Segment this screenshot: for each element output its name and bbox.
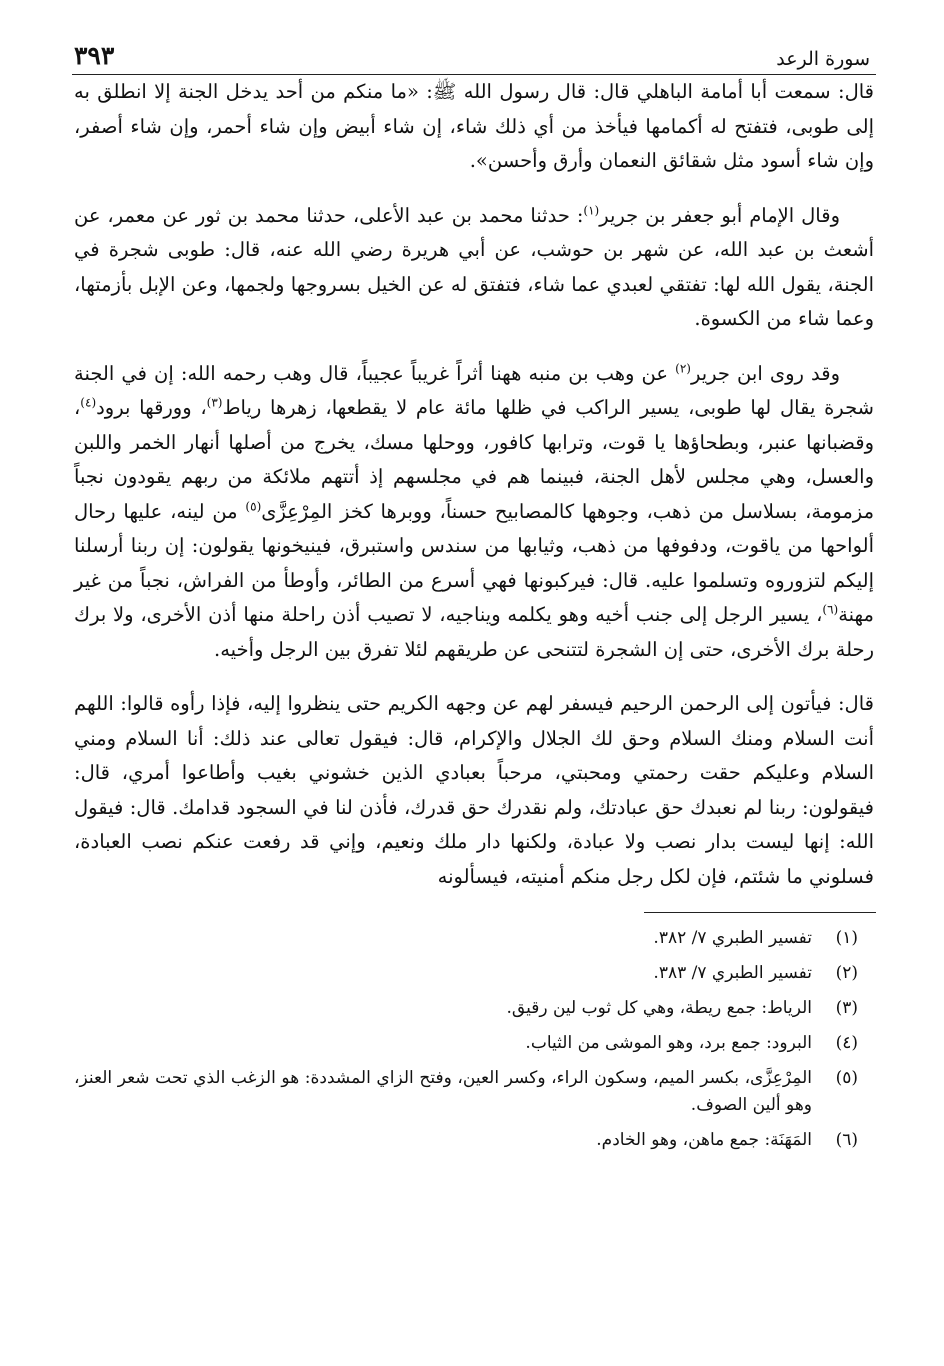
text-run: وقد روى ابن جرير xyxy=(690,361,841,385)
footnote-item xyxy=(74,925,858,952)
text-run: قال: فيأتون إلى الرحمن الرحيم فيسفر لهم عن وجهه الكريم حتى ينظروا إليه، فإذا رأوه قالوا: اللهم أنت السلام ومنك السلام وحق لك الجلال والإكرام، قال: فيقول تعالى عند ذلك: أنا السلام ومني السلام وعليكم حقت رحمتي ومحبتي، مرحباً بعبادي الذين خشوني بغيب وأطاعوا أمري، قال: فيقولون: ربنا لم نعبدك حق عبادتك، ولم نقدرك حق قدرك، فأذن لنا في السجود قدامك. قال: فيقول الله: إنها ليست بدار نصب ولا عبادة، ولكنها دار ملك ونعيم، وإني قد رفعت عنكم نصب العبادة، فسلوني ما شئتم، فإن لكل رجل منكم أمنيته، فيسألونه xyxy=(74,692,874,888)
footnote-text: المَهَنَة: جمع ماهن، وهو الخادم. xyxy=(596,1130,812,1150)
text-run: عن وهب بن منبه ههنا أثراً غريباً عجيباً، قال وهب رحمه الله: إن في الجنة شجرة يقال لها طوبى، يسير الراكب في ظلها مائة عام لا يقطعها، زهرها رياط xyxy=(74,361,874,419)
footnote-ref: (٥) xyxy=(245,499,262,513)
paragraph xyxy=(74,357,874,668)
text-run: ، يسير الرجل إلى جنب أخيه وهو يكلمه ويناجيه، لا تصيب أذن راحلة منها أذن الأخرى، ولا برك رحلة برك الأخرى، حتى إن الشجرة لتتنحى عن طريقهم لئلا تفرق بين الرجل وأخيه. xyxy=(74,603,874,661)
footnote-number: (٦) xyxy=(835,1130,858,1150)
footnote-ref: (١) xyxy=(583,203,600,217)
footnote-item xyxy=(74,960,858,987)
footnote-item xyxy=(74,1065,858,1119)
text-run: : حدثنا محمد بن عبد الأعلى، حدثنا محمد بن ثور عن معمر، عن أشعث بن عبد الله، عن شهر بن حوشب، عن أبي هريرة رضي الله عنه، قال: طوبى شجرة في الجنة، يقول الله لها: تفتقي لعبدي عما شاء، فتفتق له عن الخيل بسروجها ولجمها، وعن الإبل بأزمتها، وعما شاء من الكسوة. xyxy=(74,203,874,330)
footnote-number: (٤) xyxy=(835,1033,858,1053)
footnote-text: الرياط: جمع ريطة، وهي كل ثوب لين رقيق. xyxy=(506,998,812,1018)
text-run: ، وقضبانها عنبر، وبطحاؤها يا قوت، وترابها كافور، ووحلها مسك، يخرج من أصلها أنهار الخمر واللبن والعسل، وهي مجلس لأهل الجنة، فبينما هم في مجلسهم إذ أتتهم ملائكة من ربهم يقودون نجباً مزمومة، بسلاسل من ذهب، وجوهها كالمصابيح حسناً، ووبرها كخز المِرْعِزَّى xyxy=(74,396,875,523)
footnote-ref: (٤) xyxy=(80,395,97,410)
footnotes xyxy=(66,925,882,1154)
surah-title: سورة الرعد xyxy=(776,48,870,70)
footnote-text: المِرْعِزَّى، بكسر الميم، وسكون الراء، وكسر العين، وفتح الزاي المشددة: هو الزغب الذي تحت شعر العنز، وهو ألين الصوف. xyxy=(74,1068,812,1115)
footnote-number: (١) xyxy=(835,928,858,948)
footnote-ref: (٣) xyxy=(206,395,223,410)
page-number: ٣٩٣ xyxy=(74,41,115,70)
footnote-item xyxy=(74,1127,858,1154)
main-text xyxy=(66,75,882,894)
footnote-text: تفسير الطبري ٧/ ٣٨٣. xyxy=(653,963,812,983)
footnote-text: تفسير الطبري ٧/ ٣٨٢. xyxy=(653,928,812,948)
text-run: قال: سمعت أبا أمامة الباهلي قال: قال رسول الله ﷺ: «ما منكم من أحد يدخل الجنة إلا انطلق به إلى طوبى، فتفتح له أكمامها فيأخذ من أي ذلك شاء، إن شاء أبيض وإن شاء أحمر، وإن شاء أصفر، وإن شاء أسود مثل شقائق النعمان وأرق وأحسن». xyxy=(74,80,874,172)
text-run: من لينه، عليها رحال ألواحها من ياقوت، ودفوفها من ذهب، وثيابها من سندس واستبرق، فينيخونها يقولون: إن ربنا أرسلنا إليكم لتزوروه وتسلموا عليه. قال: فيركبونها فهي أسرع من الطائر، وأوطأ من الفراش، نجباً من غير مهنة xyxy=(74,499,874,626)
footnote-number: (٢) xyxy=(835,963,858,983)
footnote-ref: (٦) xyxy=(822,602,839,617)
footnote-number: (٥) xyxy=(835,1068,858,1088)
footnote-item xyxy=(74,1030,858,1057)
paragraph xyxy=(74,687,874,894)
text-run: وقال الإمام أبو جعفر بن جرير xyxy=(599,203,840,227)
footnote-text: البرود: جمع برد، وهو الموشى من الثياب. xyxy=(525,1033,812,1053)
footnote-item xyxy=(74,995,858,1022)
running-header xyxy=(66,30,882,70)
footnote-separator xyxy=(644,912,876,913)
footnote-ref: (٢) xyxy=(675,361,691,375)
paragraph xyxy=(74,199,874,337)
text-run: ، وورقها برود xyxy=(96,396,207,419)
footnote-number: (٣) xyxy=(835,998,858,1018)
paragraph xyxy=(74,75,874,179)
